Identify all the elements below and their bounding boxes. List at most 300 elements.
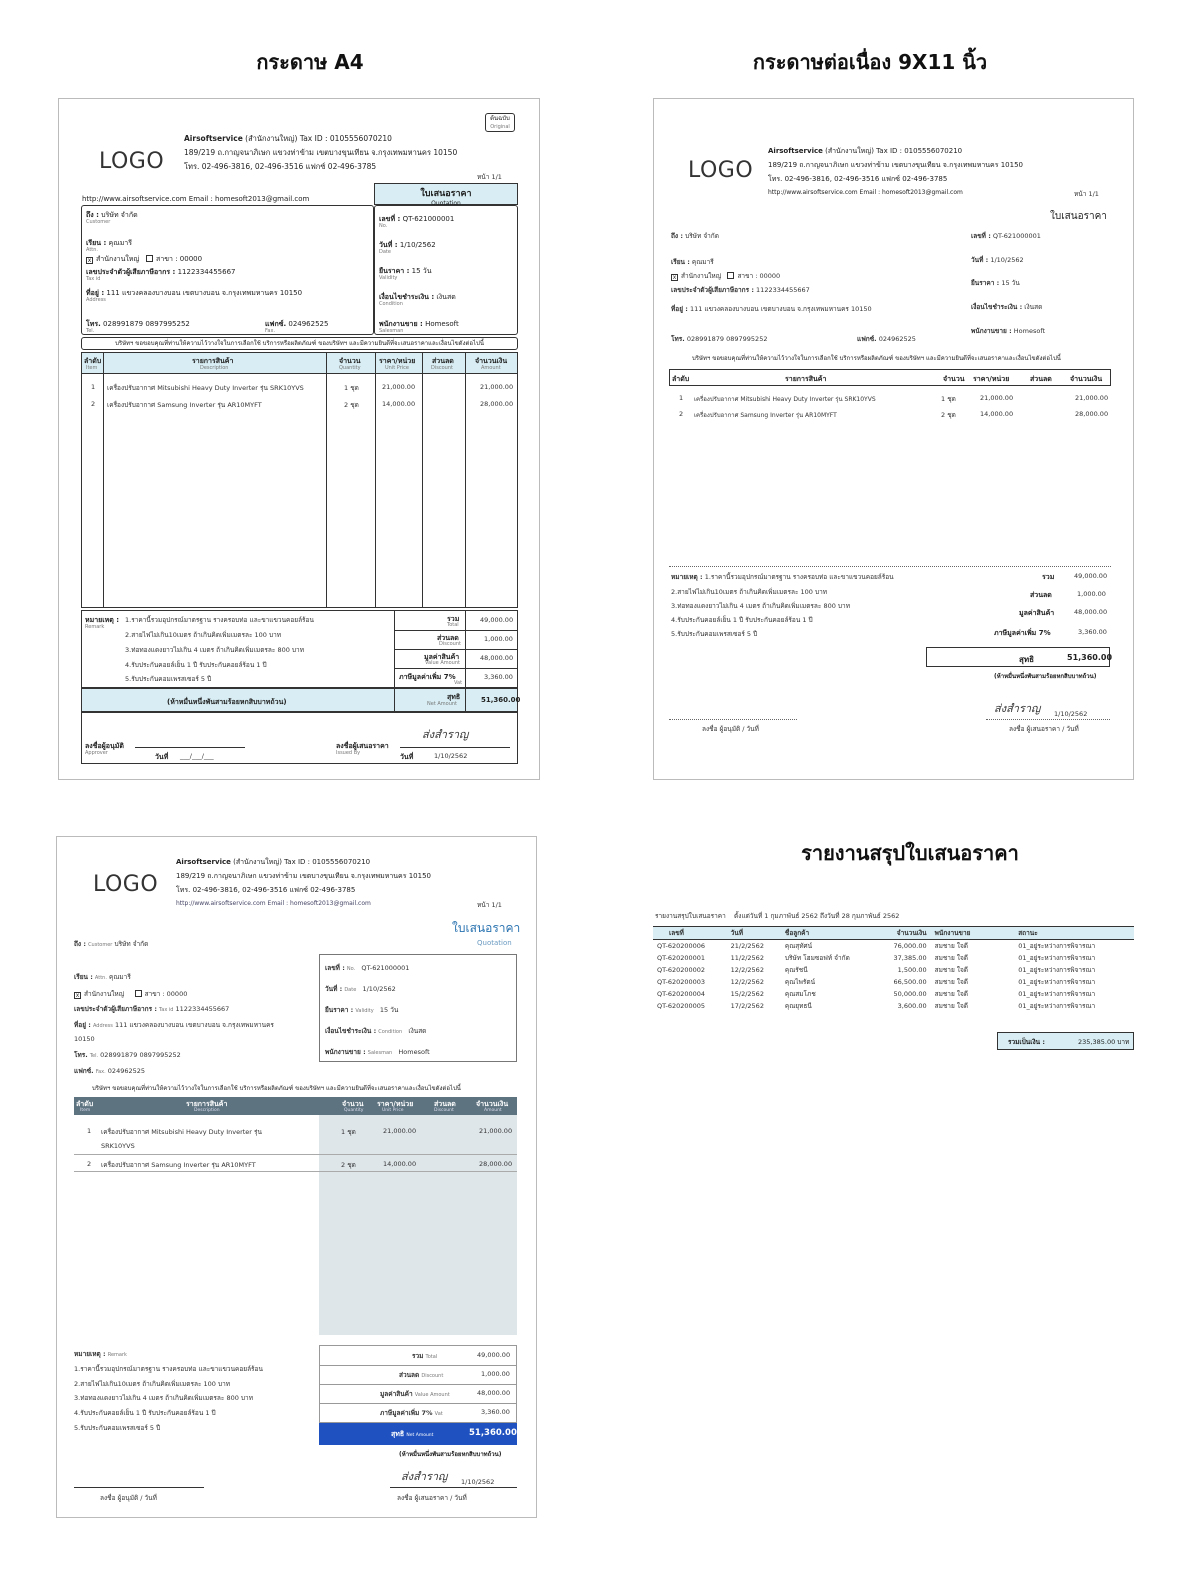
items-table <box>81 352 518 608</box>
company-address-2: 189/219 ถ.กาญจนาภิเษก แขวงท่าข้าม เขตบางขุนเทียน จ.กรุงเทพมหานคร 10150 <box>768 161 1023 169</box>
sales-value: Homesoft <box>425 320 459 328</box>
cell-date: 15/2/2562 <box>730 990 764 998</box>
no-en-3: No. <box>346 966 356 972</box>
report-table <box>653 926 1134 1012</box>
hq-checkbox-3[interactable]: x <box>75 992 80 999</box>
remark-line-1-2: 1.ราคานี้รวมอุปกรณ์มาตรฐาน รางครอบท่อ และขาแขวนคอยล์ร้อน <box>704 573 894 581</box>
attn-label-2: เรียน : <box>671 258 690 266</box>
company-tax-3: Tax ID : 0105556070210 <box>284 858 371 866</box>
remark-line-4-3: 4.รับประกันคอยล์เย็น 1 ปี รับประกันคอยล์ร้อน 1 ปี <box>74 1409 216 1417</box>
approver-date-label: วันที่ <box>155 753 169 761</box>
cell-amount: 76,000.00 <box>893 942 927 950</box>
issuer-date-2: 1/10/2562 <box>1054 710 1088 718</box>
issuer-date-label-2: ลงชื่อ ผู้เสนอราคา / วันที่ <box>1009 725 1079 733</box>
cell-customer: คุณไพรัตน์ <box>784 978 816 986</box>
condition-value: เงินสด <box>436 293 456 301</box>
report-col-date: วันที่ <box>727 927 781 940</box>
company-phone-3: โทร. 02-496-3816, 02-496-3516 แฟกซ์ 02-496-3785 <box>176 886 356 894</box>
report-sum-label: รวมเป็นเงิน : <box>1008 1038 1045 1046</box>
items-header-2 <box>669 369 1111 386</box>
hq-label-2: สำนักงานใหญ่ <box>681 272 722 280</box>
remark-line-3: 3.ท่อทองแดงยาวไม่เกิน 4 เมตร ถ้าเกินคิดเพิ่มเมตรละ 800 บาท <box>125 646 304 654</box>
tel-value-3: 028991879 0897995252 <box>100 1051 181 1059</box>
attn-en: Attn. <box>86 247 99 253</box>
sales-value-2: Homesoft <box>1013 327 1046 335</box>
no-value-2: QT-621000001 <box>992 232 1041 240</box>
value-value-2: 48,000.00 <box>1074 608 1108 616</box>
fax-label-3: แฟกซ์. <box>74 1067 94 1075</box>
col-item-2: ลำดับ <box>672 375 690 383</box>
cell-date: 21/2/2562 <box>730 942 764 950</box>
remark-line-4-2: 4.รับประกันคอยล์เย็น 1 ปี รับประกันคอยล์ร้อน 1 ปี <box>671 616 813 624</box>
address-label-3: ที่อยู่ : <box>74 1021 91 1029</box>
logo-2: LOGO <box>688 158 754 183</box>
address-label: ที่อยู่ : <box>86 289 105 297</box>
report-col-no: เลขที่ <box>653 927 727 940</box>
address-line-b-3: 10150 <box>74 1035 95 1043</box>
cell-sales: สมชาย ใจดี <box>934 942 969 950</box>
remark-line-2: 2.สายไฟไม่เกิน10เมตร ถ้าเกินคิดเพิ่มเมตรละ 100 บาท <box>125 631 282 639</box>
approver-date-label-3: ลงชื่อ ผู้อนุมัติ / วันที่ <box>100 1494 157 1502</box>
remark-line-5: 5.รับประกันคอมเพรสเซอร์ 5 ปี <box>125 675 212 683</box>
net-box <box>81 688 521 712</box>
validity-value-3: 15 วัน <box>379 1006 399 1014</box>
condition-label-3: เงื่อนไขชำระเงิน : <box>325 1027 377 1035</box>
web-email-3: http://www.airsoftservice.com Email : homesoft2013@gmail.com <box>176 900 371 907</box>
total-en-3: Total <box>425 1354 438 1360</box>
cell-customer: คุณรัชนี <box>784 966 808 974</box>
row2-desc: เครื่องปรับอากาศ Samsung Inverter รุ่น AR10MYFT <box>107 401 262 409</box>
remarks-label-2: หมายเหตุ : <box>671 573 703 581</box>
net-value-2: 51,360.00 <box>1067 653 1113 662</box>
attn-value: คุณมารี <box>108 239 132 247</box>
to-en-3: Customer <box>88 942 113 948</box>
title-a4: กระดาษ A4 <box>256 50 364 74</box>
company-info-3 <box>176 855 516 911</box>
branch-label: สาขา : <box>156 255 178 263</box>
row1-qty-3: 1 ชุด <box>341 1128 356 1136</box>
row1-desc-3: เครื่องปรับอากาศ Mitsubishi Heavy Duty Inverter รุ่น <box>101 1128 262 1136</box>
net-words: (ห้าหมื่นหนึ่งพันสามร้อยหกสิบบาทถ้วน) <box>167 698 287 706</box>
company-phone: โทร. 02-496-3816, 02-496-3516 แฟกซ์ 02-496-3785 <box>184 162 377 171</box>
row1-qty: 1 ชุด <box>344 384 359 392</box>
company-name: Airsoftservice <box>184 134 243 143</box>
issuer-signature-3: ส่งสำราญ <box>401 1470 448 1483</box>
total-en: Total <box>447 622 459 628</box>
logo-3: LOGO <box>93 872 159 897</box>
value-label: มูลค่าสินค้า <box>424 653 460 661</box>
col-qty: จำนวน <box>339 357 361 365</box>
row1-amount-3: 21,000.00 <box>479 1127 513 1135</box>
row2-amount: 28,000.00 <box>480 400 514 408</box>
discount-value-3: 1,000.00 <box>481 1370 510 1378</box>
to-label-3: ถึง : <box>74 940 86 948</box>
branch-value-2: 00000 <box>759 272 781 280</box>
web-email-2: http://www.airsoftservice.com Email : homesoft2013@gmail.com <box>768 189 963 196</box>
cell-amount: 1,500.00 <box>897 966 927 974</box>
cell-customer: คุณสุทัศน์ <box>784 942 813 950</box>
tel-label-2: โทร. <box>671 335 685 343</box>
cell-status: 01_อยู่ระหว่างการพิจารณา <box>1018 954 1096 962</box>
remark-line-5-2: 5.รับประกันคอมเพรสเซอร์ 5 ปี <box>671 630 758 638</box>
no-label: เลขที่ : <box>379 215 401 223</box>
row2-no-3: 2 <box>87 1160 92 1168</box>
net-en-3: Net Amount <box>406 1433 434 1438</box>
vat-value: 3,360.00 <box>484 673 513 681</box>
remark-line-3-3: 3.ท่อทองแดงยาวไม่เกิน 4 เมตร ถ้าเกินคิดเพิ่มเมตรละ 800 บาท <box>74 1394 253 1402</box>
table-row[interactable] <box>653 940 1134 953</box>
row2-no: 2 <box>91 400 96 408</box>
table-row[interactable] <box>653 964 1134 976</box>
fax-label-2: แฟกซ์. <box>857 335 877 343</box>
date-en: Date <box>379 249 391 255</box>
row2-desc-2: เครื่องปรับอากาศ Samsung Inverter รุ่น AR10MYFT <box>694 412 837 419</box>
thanks-box <box>81 337 518 350</box>
remarks-label-3: หมายเหตุ : <box>74 1350 106 1358</box>
branch-value: 00000 <box>179 255 203 263</box>
row1-no: 1 <box>91 383 96 391</box>
vat-label: ภาษีมูลค่าเพิ่ม 7% <box>399 673 456 681</box>
col-disc-2: ส่วนลด <box>1030 375 1052 383</box>
approver-date-2: ลงชื่อ ผู้อนุมัติ / วันที่ <box>702 725 759 733</box>
col-disc-en: Discount <box>431 365 453 371</box>
fax-label: แฟกซ์. <box>265 320 287 328</box>
value-label-3: มูลค่าสินค้า <box>380 1390 413 1398</box>
discount-value-2: 1,000.00 <box>1077 590 1106 598</box>
vat-value-3: 3,360.00 <box>481 1408 510 1416</box>
row1-amount: 21,000.00 <box>480 383 514 391</box>
branch-value-3: 00000 <box>166 990 188 998</box>
col-price-en: Unit Price <box>385 365 409 371</box>
discount-label: ส่วนลด <box>437 634 459 642</box>
discount-en: Discount <box>439 641 461 647</box>
cell-sales: สมชาย ใจดี <box>934 990 969 998</box>
company-phone-2: โทร. 02-496-3816, 02-496-3516 แฟกซ์ 02-496-3785 <box>768 175 948 183</box>
thanks-text-2: บริษัทฯ ขอขอบคุณที่ท่านให้ความไว้วางใจในการเลือกใช้ บริการหรือผลิตภัณฑ์ ของบริษัทฯ และมีความยินดีที่จะเสนอราคาและเงื่อนไขดังต่อไปนี้ <box>692 355 1061 362</box>
issuer-label: ลงชื่อผู้เสนอราคา <box>336 742 389 750</box>
row1-no-2: 1 <box>679 394 684 402</box>
issuer-date-label-3 <box>397 1493 467 1503</box>
validity-value-2: 15 วัน <box>1001 279 1020 287</box>
quotation-title-en-3: Quotation <box>477 939 512 947</box>
no-value: QT-621000001 <box>402 215 455 223</box>
row2-price: 14,000.00 <box>382 400 416 408</box>
report-header-row <box>653 927 1134 940</box>
issuer-en: Issued By <box>336 750 361 756</box>
no-value-3: QT-621000001 <box>361 964 410 972</box>
table-row[interactable] <box>653 988 1134 1000</box>
tel-label: โทร. <box>86 320 101 328</box>
validity-label: ยืนราคา : <box>379 267 410 275</box>
cell-no: QT-620200003 <box>657 978 706 986</box>
remarks-label: หมายเหตุ : <box>85 616 120 624</box>
branch-checkbox-2[interactable] <box>727 272 734 279</box>
fax-value-2: 024962525 <box>878 335 916 343</box>
sales-label: พนักงานขาย : <box>379 320 423 328</box>
net-words-2: (ห้าหมื่นหนึ่งพันสามร้อยหกสิบบาทถ้วน) <box>994 673 1097 680</box>
vat-value-2: 3,360.00 <box>1078 628 1107 636</box>
col-item-3: ลำดับ <box>76 1100 94 1108</box>
original-badge <box>485 113 515 132</box>
net-en: Net Amount <box>427 701 458 707</box>
cell-sales: สมชาย ใจดี <box>934 954 969 962</box>
cell-amount: 50,000.00 <box>893 990 927 998</box>
net-box-2 <box>926 647 1113 667</box>
net-words-3: (ห้าหมื่นหนึ่งพันสามร้อยหกสิบบาทถ้วน) <box>399 1451 502 1458</box>
items-header-3 <box>74 1097 517 1115</box>
taxid-value: 1122334455667 <box>177 268 236 276</box>
date-label: วันที่ : <box>379 241 398 249</box>
cell-status: 01_อยู่ระหว่างการพิจารณา <box>1018 1002 1096 1010</box>
taxid-label-3: เลขประจำตัวผู้เสียภาษีอากร : <box>74 1005 157 1013</box>
page-number-2: หน้า 1/1 <box>1074 190 1099 198</box>
badge-en: Original <box>490 124 510 130</box>
issuer-date-3: 1/10/2562 <box>461 1478 495 1486</box>
company-address-3: 189/219 ถ.กาญจนาภิเษก แขวงท่าข้าม เขตบางขุนเทียน จ.กรุงเทพมหานคร 10150 <box>176 872 431 880</box>
value-value: 48,000.00 <box>480 654 514 662</box>
company-branch-3: (สำนักงานใหญ่) <box>233 858 282 866</box>
attn-en-3: Attn. <box>94 975 107 981</box>
row1-desc-2: เครื่องปรับอากาศ Mitsubishi Heavy Duty Inverter รุ่น SRK10YVS <box>694 396 876 403</box>
no-en: No. <box>379 223 388 229</box>
col-price-2: ราคา/หน่วย <box>973 375 1010 383</box>
condition-en-3: Condition <box>378 1029 403 1035</box>
report-col-sales: พนักงานขาย <box>931 927 989 940</box>
address-line-a-3: 111 แขวงคลองบางบอน เขตบางบอน จ.กรุงเทพมหานคร <box>114 1021 274 1029</box>
discount-value: 1,000.00 <box>484 635 513 643</box>
sheet-modern <box>56 836 537 1518</box>
to-en: Customer <box>86 219 111 225</box>
col-disc: ส่วนลด <box>432 357 454 365</box>
taxid-en-3: Tax id <box>159 1007 174 1013</box>
hq-label-3: สำนักงานใหญ่ <box>84 990 125 998</box>
cell-date: 11/2/2562 <box>730 954 764 962</box>
branch-label-3: สาขา : <box>144 990 165 998</box>
date-label-2: วันที่ : <box>971 256 989 264</box>
net-box-3 <box>319 1423 517 1445</box>
report-col-status: สถานะ <box>988 927 1134 940</box>
hq-checkbox-2[interactable]: x <box>672 274 677 281</box>
col-qty-2: จำนวน <box>943 375 965 383</box>
col-amount-3: จำนวนเงิน <box>476 1100 509 1108</box>
taxid-en: Tax id <box>86 276 101 282</box>
table-row[interactable] <box>653 952 1134 964</box>
report-col-amount: จำนวนเงิน <box>877 927 931 940</box>
vat-en-3: Vat <box>434 1411 443 1417</box>
hq-label: สำนักงานใหญ่ <box>96 255 140 263</box>
row2-qty: 2 ชุด <box>344 401 359 409</box>
date-value-2: 1/10/2562 <box>990 256 1024 264</box>
col-item-en-3: Item <box>80 1108 91 1113</box>
row2-amount-2: 28,000.00 <box>1075 410 1109 418</box>
remark-line-2-3: 2.สายไฟไม่เกิน10เมตร ถ้าเกินคิดเพิ่มเมตรละ 100 บาท <box>74 1380 231 1388</box>
quotation-title-box <box>374 183 518 205</box>
attn-label: เรียน : <box>86 239 107 247</box>
col-desc-3: รายการสินค้า <box>186 1100 228 1108</box>
col-item: ลำดับ <box>84 357 102 365</box>
sales-en-3: Salesman <box>367 1050 393 1056</box>
taxid-label: เลขประจำตัวผู้เสียภาษีอากร : <box>86 268 176 276</box>
quotation-title-2: ใบเสนอราคา <box>1050 211 1107 222</box>
approver-date-3 <box>100 1493 157 1503</box>
vat-label-2: ภาษีมูลค่าเพิ่ม 7% <box>994 629 1051 637</box>
col-desc-en: Description <box>200 365 229 371</box>
issuer-date-text-3: ลงชื่อ ผู้เสนอราคา / วันที่ <box>397 1494 467 1502</box>
hq-checkbox[interactable]: x <box>87 257 92 264</box>
report-heading-text: รายงานสรุปใบเสนอราคา <box>655 912 726 920</box>
customer-box <box>81 205 374 335</box>
col-amount-en: Amount <box>481 365 501 371</box>
total-label-2: รวม <box>1042 573 1055 581</box>
cell-date: 12/2/2562 <box>730 978 764 986</box>
address-en-3: Address <box>92 1023 113 1029</box>
cell-status: 01_อยู่ระหว่างการพิจารณา <box>1018 942 1096 950</box>
validity-value: 15 วัน <box>411 267 432 275</box>
value-value-3: 48,000.00 <box>477 1389 511 1397</box>
row2-qty-3: 2 ชุด <box>341 1161 356 1169</box>
sheet-a4 <box>58 98 540 780</box>
cell-no: QT-620200002 <box>657 966 706 974</box>
discount-label-3: ส่วนลด <box>399 1371 420 1379</box>
customer-name-2: บริษัท จำกัด <box>685 232 719 240</box>
issuer-date-label: วันที่ <box>400 753 414 761</box>
company-tax-2: Tax ID : 0105556070210 <box>876 147 963 155</box>
row1-amount-2: 21,000.00 <box>1075 394 1109 402</box>
to-label-2: ถึง : <box>671 232 683 240</box>
col-price-3: ราคา/หน่วย <box>377 1100 414 1108</box>
cell-status: 01_อยู่ระหว่างการพิจารณา <box>1018 966 1096 974</box>
vat-en: Vat <box>454 680 463 686</box>
date-en-3: Date <box>344 987 357 993</box>
fax-value: 024962525 <box>288 320 329 328</box>
validity-label-3: ยืนราคา : <box>325 1006 354 1014</box>
quotation-title-en: Quotation <box>431 200 461 207</box>
tel-en: Tel. <box>86 328 95 334</box>
customer-name-3: บริษัท จำกัด <box>114 940 149 948</box>
col-price-en-3: Unit Price <box>382 1108 404 1113</box>
report-sum-box <box>997 1032 1134 1050</box>
col-desc-2: รายการสินค้า <box>785 375 827 383</box>
approver-date-blank: ___/___/___ <box>180 752 214 760</box>
company-name-3: Airsoftservice <box>176 858 231 866</box>
sheet-continuous <box>653 98 1134 780</box>
company-tax: Tax ID : 0105556070210 <box>299 134 392 143</box>
branch-label-2: สาขา : <box>737 272 758 280</box>
issuer-signature: ส่งสำราญ <box>422 728 469 741</box>
doc-info-box <box>374 205 518 335</box>
col-disc-en-3: Discount <box>434 1108 454 1113</box>
tel-label-3: โทร. <box>74 1051 88 1059</box>
row1-desc-b-3: SRK10YVS <box>101 1142 135 1150</box>
address-en: Address <box>86 297 106 303</box>
total-value-2: 49,000.00 <box>1074 572 1108 580</box>
net-label: สุทธิ <box>447 693 461 701</box>
condition-label-2: เงื่อนไขชำระเงิน : <box>971 303 1023 311</box>
col-price: ราคา/หน่วย <box>379 357 416 365</box>
remark-line-5-3: 5.รับประกันคอมเพรสเซอร์ 5 ปี <box>74 1424 161 1432</box>
col-desc: รายการสินค้า <box>192 357 234 365</box>
row1-price-2: 21,000.00 <box>980 394 1014 402</box>
col-qty-en: Quantity <box>339 365 361 371</box>
divider-2 <box>669 566 1111 567</box>
table-row[interactable] <box>653 1000 1134 1012</box>
row2-price-2: 14,000.00 <box>980 410 1014 418</box>
page-number: หน้า 1/1 <box>477 173 502 181</box>
fax-value-3: 024962525 <box>107 1067 146 1075</box>
logo: LOGO <box>99 149 165 174</box>
cell-amount: 3,600.00 <box>897 1002 927 1010</box>
discount-en-3: Discount <box>421 1373 444 1379</box>
validity-en-3: Validity <box>355 1008 374 1014</box>
company-address: 189/219 ถ.กาญจนาภิเษก แขวงท่าข้าม เขตบางขุนเทียน จ.กรุงเทพมหานคร 10150 <box>184 148 458 157</box>
date-value-3: 1/10/2562 <box>362 985 396 993</box>
issuer-signature-2: ส่งสำราญ <box>994 702 1041 715</box>
tel-value: 028991879 0897995252 <box>103 320 190 328</box>
total-value-3: 49,000.00 <box>477 1351 511 1359</box>
row2-desc-3: เครื่องปรับอากาศ Samsung Inverter รุ่น AR10MYFT <box>101 1161 256 1169</box>
cell-customer: บริษัท โฮมซอฟท์ จำกัด <box>784 954 850 962</box>
quotation-title-3: ใบเสนอราคา <box>452 921 521 935</box>
no-label-2: เลขที่ : <box>971 232 991 240</box>
row1-price: 21,000.00 <box>382 383 416 391</box>
cell-no: QT-620200006 <box>657 942 706 950</box>
remark-line-4: 4.รับประกันคอยล์เย็น 1 ปี รับประกันคอยล์ร้อน 1 ปี <box>125 661 267 669</box>
row1-no-3: 1 <box>87 1127 92 1135</box>
sales-en: Salesman <box>379 328 404 334</box>
company-branch: (สำนักงานใหญ่) <box>245 134 298 143</box>
cell-amount: 37,385.00 <box>893 954 927 962</box>
validity-en: Validity <box>379 275 398 281</box>
thanks-text: บริษัทฯ ขอขอบคุณที่ท่านให้ความไว้วางใจในการเลือกใช้ บริการหรือผลิตภัณฑ์ ของบริษัทฯ และมีความยินดีที่จะเสนอราคาและเงื่อนไขดังต่อไปนี้ <box>115 340 484 347</box>
address-value-2: 111 แขวงคลองบางบอน เขตบางบอน จ.กรุงเทพมหานคร 10150 <box>689 305 872 313</box>
title-report: รายงานสรุปใบเสนอราคา <box>801 841 1019 865</box>
cell-sales: สมชาย ใจดี <box>934 966 969 974</box>
company-info-2 <box>768 144 1108 200</box>
company-info <box>184 132 514 174</box>
date-value: 1/10/2562 <box>399 241 436 249</box>
cell-customer: คุณยุทธนี <box>784 1002 812 1010</box>
cell-sales: สมชาย ใจดี <box>934 1002 969 1010</box>
company-branch-2: (สำนักงานใหญ่) <box>825 147 874 155</box>
remark-line-1: 1.ราคานี้รวมอุปกรณ์มาตรฐาน รางครอบท่อ และขาแขวนคอยล์ร้อน <box>125 616 314 624</box>
net-label-3: สุทธิ <box>391 1430 405 1438</box>
remarks-label-en-3: Remark <box>107 1352 127 1358</box>
cell-date: 17/2/2562 <box>730 1002 764 1010</box>
vat-label-3: ภาษีมูลค่าเพิ่ม 7% <box>380 1409 433 1417</box>
validity-label-2: ยืนราคา : <box>971 279 1000 287</box>
net-value-3: 51,360.00 <box>469 1428 517 1438</box>
title-continuous: กระดาษต่อเนื่อง 9X11 นิ้ว <box>752 50 988 74</box>
taxid-value-2: 1122334455667 <box>756 286 810 294</box>
quotation-title: ใบเสนอราคา <box>420 189 472 199</box>
total-value: 49,000.00 <box>480 616 514 624</box>
attn-value-2: คุณมารี <box>691 258 714 266</box>
signature-box <box>81 712 518 764</box>
branch-checkbox-3[interactable] <box>135 990 142 997</box>
report-col-customer: ชื่อลูกค้า <box>781 927 877 940</box>
col-amount: จำนวนเงิน <box>475 357 508 365</box>
col-amount-en-3: Amount <box>484 1108 502 1113</box>
cell-no: QT-620200001 <box>657 954 706 962</box>
table-row[interactable] <box>653 976 1134 988</box>
remark-line-2-2: 2.สายไฟไม่เกิน10เมตร ถ้าเกินคิดเพิ่มเมตรละ 100 บาท <box>671 588 828 596</box>
col-qty-3: จำนวน <box>342 1100 364 1108</box>
discount-label-2: ส่วนลด <box>1030 591 1052 599</box>
branch-checkbox[interactable] <box>146 255 153 262</box>
tel-value-2: 028991879 0897995252 <box>686 335 768 343</box>
approver-en: Approver <box>85 750 108 756</box>
issuer-date: 1/10/2562 <box>434 752 468 760</box>
